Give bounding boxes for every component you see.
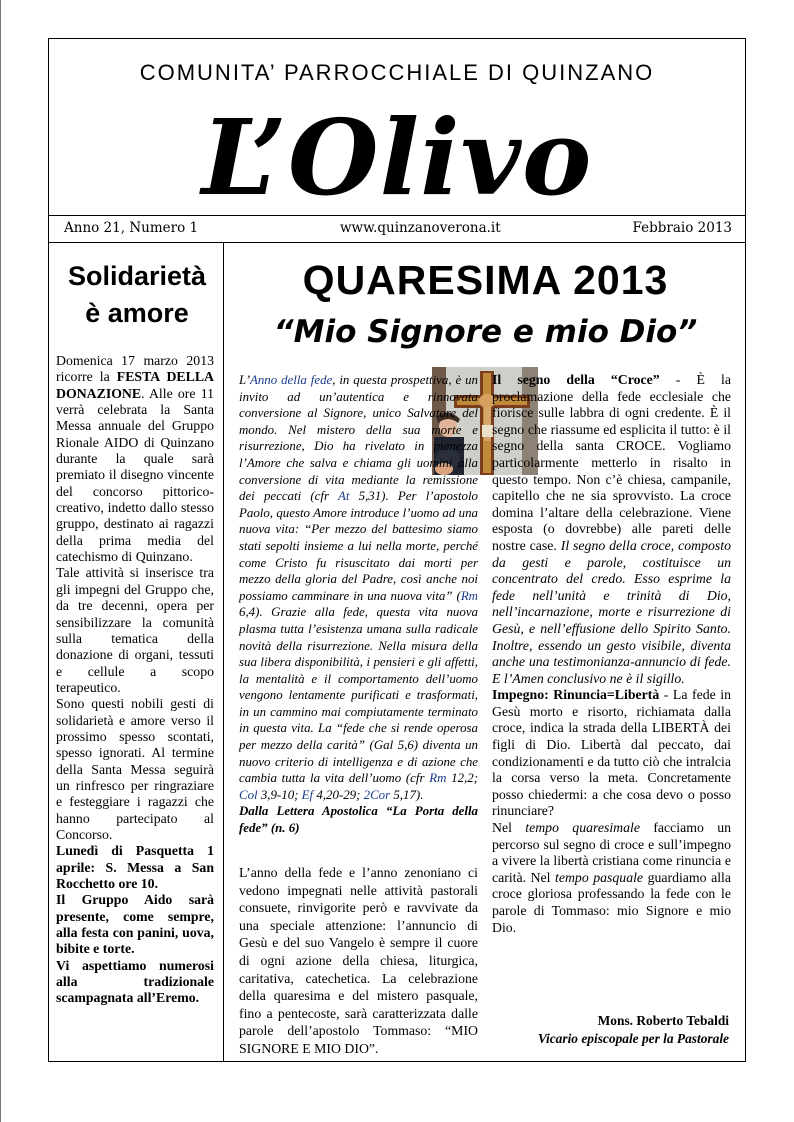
- page-edge-rule: [0, 0, 1, 1122]
- reference-anno-della-fede[interactable]: Anno della fede: [249, 373, 333, 387]
- reference-2cor[interactable]: 2Cor: [363, 787, 391, 802]
- quote-paragraph: L’Anno della fede, in questa prospettiva, è un invito ad un’autentica e rinnovata conversione al Signore, unico Salvatore del mondo. Nel mistero della sua morte e risurrezione, Dio ha rivelato in pienezza l’Amore che salva e chiama gli uomini alla conversione di vita mediante la remissione dei peccati (cfr At 5,31). Per l’apostolo Paolo, questo Amore introduce l’uomo ad una nuova vita: “Per mezzo del battesimo siamo stati sepolti insieme a lui nella morte, perché come Cristo fu risuscitato dai morti per mezzo della gloria del Padre, così anche noi possiamo camminare in una nuova vita” (Rm 6,4). Grazie alla fede, questa vita nuova plasma tutta l’esistenza umana sulla radicale novità della risurrezione. Nella misura della sua libera disponibilità, i pensieri e gli affetti, la mentalità e il comportamento dell’uomo vengono lentamente purificati e trasformati, in un cammino mai compiutamente terminato in questa vita. La “fede che si rende operosa per mezzo della carità” (Gal 5,6) diventa un nuovo criterio di intelligenza e di azione che cambia tutta la vita dell’uomo (cfr Rm 12,2; Col 3,9-10; Ef 4,20-29; 2Cor 5,17).: [239, 373, 479, 802]
- sidebar-article-body: [56, 353, 214, 1007]
- reference-at[interactable]: At: [337, 489, 350, 504]
- main-article-right-column: [492, 372, 731, 936]
- intro-paragraph: L’anno della fede e l’anno zenoniano ci vedono impegnati nelle attività pastorali consuete, rinvigorite però e ravvivate da una speciale attenzione: l’annuncio di Gesù e del suo Vangelo è sempre il cuore di ogni azione della chiesa, liturgica, caritativa, catechetica. La celebrazione della quaresima e del mistero pasquale, fino a pentecoste, sarà caratterizzata dalle parole dell’apostolo Tommaso: “MIO SIGNORE E MIO DIO”.: [239, 865, 478, 1056]
- main-article-title: QUARESIMA 2013: [302, 257, 669, 303]
- author-role: Vicario episcopale per la Pastorale: [537, 1031, 729, 1046]
- reference-rm[interactable]: Rm: [429, 771, 447, 786]
- reference-col[interactable]: Col: [239, 787, 258, 802]
- author-signature: [492, 1012, 729, 1048]
- quote-source: Dalla Lettera Apostolica “La Porta della fede” (n. 6): [239, 804, 478, 836]
- issue-date: Febbraio 2013: [632, 220, 732, 236]
- sidebar-paragraph-bold: Lunedì di Pasquetta 1 aprile: S. Messa a San Rocchetto ore 10.: [56, 843, 214, 891]
- closing-section: Nel tempo quaresimale facciamo un percorso sul segno di croce e sull’impegno a vivere la libertà cristiana come rinuncia e carità. Nel tempo pasquale guardiamo alla croce gloriosa professando la fede con le parole di Tommaso: mio Signore e mio Dio.: [492, 820, 731, 935]
- newsletter-masthead: L’Olivo: [201, 96, 593, 219]
- author-name: Mons. Roberto Tebaldi: [597, 1013, 729, 1028]
- sidebar-paragraph: Tale attività si inserisce tra gli impegni del Gruppo che, da tre decenni, opera per sensibilizzare la comunità sulla tematica della donazione di organi, tessuti e cellule a scopo terapeutico.: [56, 565, 214, 695]
- reference-ef[interactable]: Ef: [301, 787, 314, 802]
- main-article-subtitle: “Mio Signore e mio Dio”: [273, 314, 698, 350]
- website-link[interactable]: www.quinzanoverona.it: [340, 220, 501, 236]
- impegno-section: Impegno: Rinuncia=Libertà - La fede in Gesù morto e risorto, richiamata dalla croce, indica la strada della LIBERTÀ dei figli di Dio. Libertà dal peccato, dai condizionamenti e da tutto ciò che intralcia la corsa verso la meta. Concretamente posso chiedermi: a che cosa devo o posso rinunciare?: [492, 687, 732, 819]
- sidebar-paragraph: Sono questi nobili gesti di solidarietà e amore verso il prossimo spesso scontati, spesso ignorati. Al termine della Santa Messa seguirà un rinfresco per ringraziare e festeggiare i ragazzi che hanno partecipato al Concorso.: [56, 696, 214, 842]
- cross-section: Il segno della “Croce” - È la proclamazione della fede ecclesiale che fiorisce sulle labbra di ogni credente. È il segno che riassume ed esplicita il tutto: è il segno della santa CROCE. Vogliamo particolarmente metterlo in risalto in questo tempo. Non c’è chiesa, campanile, capitello che ne sia sprovvisto. La croce domina l’altare della celebrazione. Viene esposta (o dovrebbe) alle pareti delle nostre case. Il segno della croce, composto da gesti e parole, costituisce un concentrato del credo. Esso esprime la fede nell’unità e trinità di Dio, nell’incarnazione, morte e risurrezione di Gesù, e nell’effusione dello Spirito Santo. Inoltre, essendo un gesto visibile, diventa anche una testimonianza-annuncio di fede. E l’Amen conclusivo ne è il sigillo.: [492, 372, 732, 686]
- sidebar-paragraph: Domenica 17 marzo 2013 ricorre la FESTA DELLA DONAZIONE. Alle ore 11 verrà celebrata la Santa Messa annuale del Gruppo Rionale AIDO di Quinzano durante la quale sarà premiato il disegno vincente del concorso pittorico-creativo, indetto dallo stesso gruppo, destinato ai ragazzi della prima media del catechismo di Quinzano.: [56, 353, 215, 565]
- issue-info-bar: [48, 215, 746, 243]
- sidebar-paragraph-bold: Vi aspettiamo numerosi alla tradizionale scampagnata all’Eremo.: [56, 957, 214, 1006]
- reference-rm[interactable]: Rm: [460, 588, 478, 603]
- impegno-heading: Impegno: Rinuncia=Libertà: [492, 687, 660, 703]
- sidebar-paragraph-bold: Il Gruppo Aido sarà presente, come sempre, alla festa con panini, uova, bibite e torte.: [56, 892, 214, 957]
- cross-heading: Il segno della “Croce”: [492, 372, 660, 387]
- parish-name: COMUNITA’ PARROCCHIALE DI QUINZANO: [139, 60, 655, 85]
- issue-number: Anno 21, Numero 1: [64, 220, 199, 236]
- sidebar-article-title: Solidarietà è amore: [67, 261, 207, 328]
- apostolic-letter-quote: [239, 372, 478, 837]
